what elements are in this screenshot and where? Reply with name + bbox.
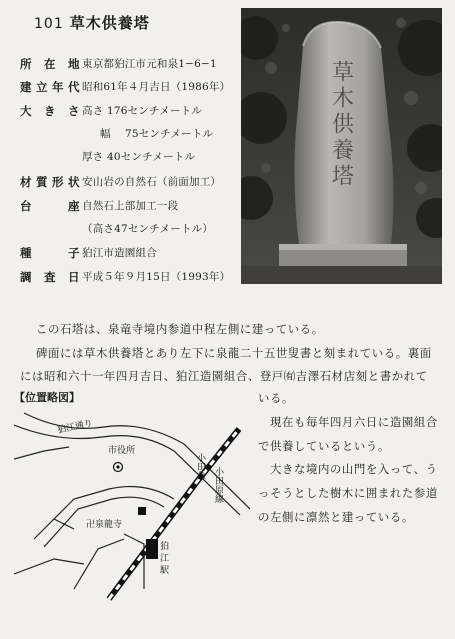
info-value: 狛江市造園組合 xyxy=(82,247,157,259)
map-label-line-2: 小田原線 xyxy=(213,467,223,503)
entry-title: 草木供養塔 xyxy=(69,14,150,32)
body-line: には昭和六十一年四月吉日、狛江造園組合、登戸㈲吉澤石材店刻と書かれて xyxy=(20,369,428,383)
body-line: 碑面には草木供養塔とあり左下に泉龍二十五世叟書と刻まれている。裏面 xyxy=(36,346,432,360)
map-label-station-1: 狛 xyxy=(160,542,170,552)
map-label-temple: 卍泉龍寺 xyxy=(86,520,123,530)
info-value: 昭和61年４月吉日（1986年） xyxy=(82,81,231,93)
info-value: 厚さ 40センチメートル xyxy=(82,151,196,163)
map-label-road: 狛江通り xyxy=(56,418,94,436)
page-title xyxy=(34,12,150,33)
info-value: 東京都狛江市元和泉1−6−1 xyxy=(82,58,217,70)
station-marker xyxy=(146,539,158,559)
map-label-station-2: 江 xyxy=(160,554,170,564)
map-label-city-hall: 市役所 xyxy=(108,446,136,456)
info-value: 高さ 176センチメートル xyxy=(82,105,203,117)
side-text xyxy=(258,387,448,530)
info-value: 安山岩の自然石（前面加工） xyxy=(82,176,222,188)
map-label-station-3: 駅 xyxy=(160,566,170,576)
stone-monument-photo xyxy=(241,8,442,284)
info-value: 自然石上部加工一段 xyxy=(82,200,179,212)
info-value: （高さ47センチメートル） xyxy=(82,223,214,235)
info-label: 材質形状 xyxy=(20,175,80,189)
info-label: 大きさ xyxy=(20,104,80,118)
side-paragraph: いる。 xyxy=(258,391,294,405)
side-paragraph: 現在も毎年四月六日に造園組合で供養しているという。 xyxy=(258,414,438,453)
side-paragraph: 大きな境内の山門を入って、うっそうとした樹木に囲まれた参道の左側に凛然と建っている。 xyxy=(258,462,438,524)
map-title: 【位置略図】 xyxy=(14,391,80,404)
info-label: 建立年代 xyxy=(20,80,80,94)
temple-marker xyxy=(138,507,146,515)
monument-inscription: 草木供養塔 xyxy=(328,60,354,190)
info-label: 種子 xyxy=(20,246,80,260)
location-map xyxy=(14,389,250,603)
entry-number: 101 xyxy=(34,16,64,32)
body-line: この石塔は、泉竜寺境内参道中程左側に建っている。 xyxy=(36,322,324,336)
info-label: 調査日 xyxy=(20,270,80,284)
info-value: 平成５年９月15日（1993年） xyxy=(82,271,231,283)
map-label-line-1: 小田急 xyxy=(195,453,205,480)
info-value: 幅 75センチメートル xyxy=(100,128,214,140)
info-label: 所在地 xyxy=(20,57,80,71)
info-label: 台座 xyxy=(20,199,80,213)
